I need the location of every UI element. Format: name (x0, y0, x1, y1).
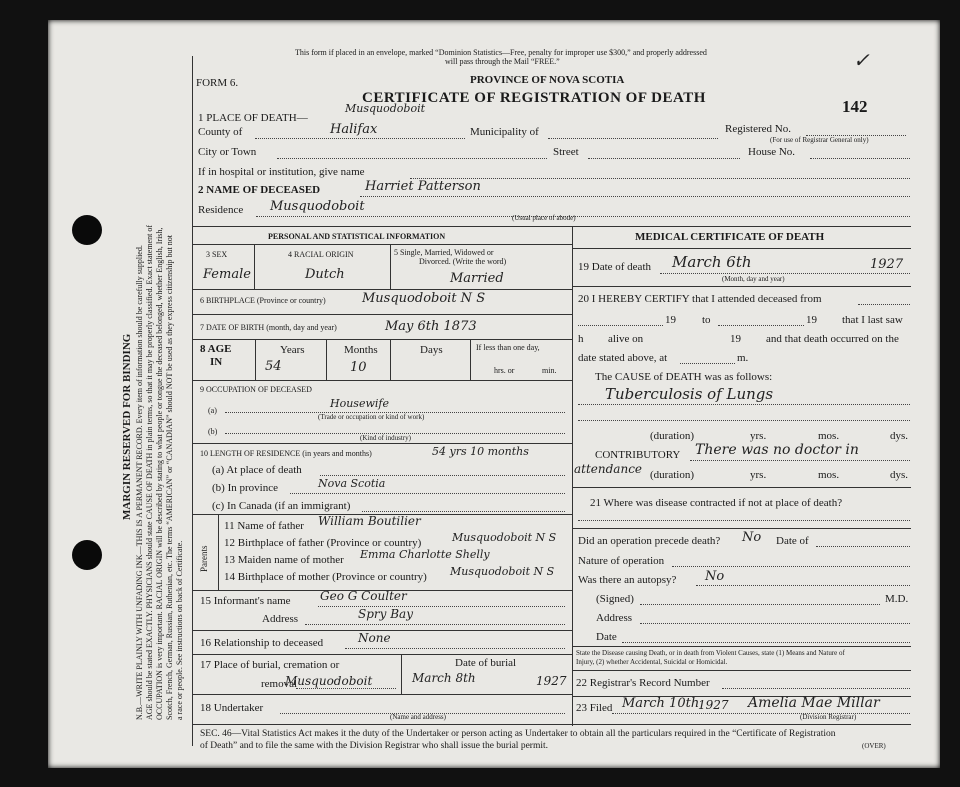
nature-label: Nature of operation (578, 555, 665, 567)
house-line (810, 158, 910, 159)
contributory-value-2: attendance (574, 462, 643, 476)
undertaker-label: 18 Undertaker (200, 702, 264, 714)
city-line (277, 158, 547, 159)
medical-header: MEDICAL CERTIFICATE OF DEATH (635, 231, 825, 243)
signed-line (640, 604, 880, 605)
mother-name-label: 13 Maiden name of mother (224, 554, 344, 566)
personal-header: PERSONAL AND STATISTICAL INFORMATION (268, 232, 446, 241)
residence-length-label: 10 LENGTH OF RESIDENCE (in years and months) (200, 449, 372, 458)
signed-label: (Signed) (596, 593, 634, 605)
dob-label: 7 DATE OF BIRTH (month, day and year) (200, 323, 337, 332)
father-birthplace-value: Musquodoboit N S (452, 531, 557, 544)
years-value: 54 (265, 359, 282, 374)
place-of-death-value: Musquodoboit (345, 102, 426, 115)
hrs-label: hrs. or (494, 366, 515, 375)
margin-note-5: a race or people. See instructions on back of Certificate. (175, 540, 184, 720)
mos-label-1: mos. (818, 430, 840, 442)
municipality-label: Municipality of (470, 126, 539, 138)
birthplace-value: Musquodoboit N S (362, 291, 486, 306)
date-of-death-value: March 6th (672, 253, 752, 271)
municipality-line (548, 138, 718, 139)
column-divider (572, 226, 573, 726)
footer-line-1: SEC. 46—Vital Statistics Act makes it the duty of the Undertaker or person acting as Undertaker to obtain all the particulars required in the “Certificate of Registration (200, 729, 836, 739)
row-rule-2 (193, 314, 572, 315)
burial-year: 1927 (536, 674, 567, 688)
operation-date-label: Date of (776, 535, 809, 547)
medical-rule-3 (572, 528, 911, 529)
burial-line (296, 688, 396, 689)
date-of-death-year: 1927 (870, 257, 904, 272)
street-label: Street (553, 146, 579, 158)
informant-label: 15 Informant's name (200, 595, 291, 607)
filed-year: 1927 (698, 698, 729, 712)
parents-divider (218, 514, 219, 590)
registered-no-label: Registered No. (725, 123, 791, 135)
record-number-line (722, 688, 910, 689)
table-top-rule (193, 226, 911, 227)
nineteen-b: 19 (806, 314, 817, 326)
operation-label: Did an operation precede death? (578, 535, 721, 547)
relationship-value: None (358, 631, 391, 645)
filed-label: 23 Filed (576, 702, 613, 714)
residence-label: Residence (198, 204, 244, 216)
dob-value: May 6th 1873 (385, 319, 477, 334)
burial-place-value: Musquodoboit (285, 674, 373, 688)
hospital-label: If in hospital or institution, give name (198, 166, 365, 178)
page-title: CERTIFICATE OF REGISTRATION OF DEATH (362, 90, 706, 106)
contracted-label: 21 Where was disease contracted if not at place of death? (590, 497, 843, 509)
yrs-label-2: yrs. (750, 469, 767, 481)
city-label: City or Town (198, 146, 257, 158)
division-registrar-note: (Division Registrar) (800, 713, 857, 721)
row-rule-3 (193, 339, 572, 340)
months-label: Months (344, 344, 378, 356)
margin-binding-label: MARGIN RESERVED FOR BINDING (121, 333, 133, 520)
at-place-label: (a) At place of death (212, 464, 302, 476)
nature-line (672, 566, 910, 567)
date-of-death-line (660, 273, 910, 274)
race-label: 4 RACIAL ORIGIN (288, 250, 354, 259)
duration-label-2: (duration) (650, 469, 694, 481)
nineteen-c: 19 (730, 333, 741, 345)
occupation-a: (a) (208, 406, 217, 415)
footer-over: (OVER) (862, 742, 886, 750)
record-number-label: 22 Registrar's Record Number (576, 677, 710, 689)
binding-hole-bottom (72, 540, 102, 570)
burial-label-1: 17 Place of burial, cremation or (200, 659, 340, 671)
medical-address-label: Address (596, 612, 633, 624)
contributory-label: CONTRIBUTORY (595, 449, 681, 461)
medical-date-line (622, 642, 910, 643)
state-note-1: State the Disease causing Death, or in death from Violent Causes, state (1) Means and Nature of (576, 649, 845, 657)
footer-line-2: of Death” and to file the same with the Division Registrar who shall issue the burial permit. (200, 741, 548, 751)
parents-label: Parents (199, 545, 209, 572)
duration-label-1: (duration) (650, 430, 694, 442)
sex-label: 3 SEX (206, 250, 228, 259)
marital-label-2: Divorced. (Write the word) (419, 257, 507, 266)
age-div-1 (255, 339, 256, 380)
occupation-a-value: Housewife (330, 397, 389, 410)
state-note-2: Injury, (2) whether Accidental, Suicidal or Homicidal. (576, 658, 728, 666)
envelope-notice-2: will pass through the Mail “FREE.” (445, 57, 560, 66)
certify-line (858, 304, 910, 305)
filed-line (612, 713, 910, 714)
birthplace-label: 6 BIRTHPLACE (Province or country) (200, 296, 326, 305)
in-province-line (290, 493, 565, 494)
in-province-value: Nova Scotia (318, 477, 386, 490)
house-no-label: House No. (748, 146, 796, 158)
deceased-name-label: 2 NAME OF DECEASED (198, 184, 321, 196)
medical-address-line (640, 623, 910, 624)
mother-birthplace-label: 14 Birthplace of mother (Province or country) (224, 571, 427, 583)
autopsy-line (696, 585, 910, 586)
personal-header-rule (193, 244, 572, 245)
h-label: h (578, 333, 584, 345)
father-name-value: William Boutilier (318, 514, 421, 528)
death-occurred-label: and that death occurred on the (766, 333, 899, 345)
burial-divider (401, 654, 402, 694)
nineteen-a: 19 (665, 314, 676, 326)
cause-value: Tuberculosis of Lungs (605, 385, 774, 403)
dys-label-2: dys. (890, 469, 909, 481)
md-label: M.D. (885, 593, 909, 605)
row-rule-10 (193, 694, 572, 695)
medical-rule-1 (572, 286, 911, 287)
form-number: FORM 6. (196, 77, 239, 89)
margin-note-2: AGE should be stated EXACTLY. PHYSICIANS should state CAUSE OF DEATH in plain terms, so that it may be properly classified. Exact statement of (145, 225, 154, 720)
informant-value: Geo G Coulter (320, 589, 407, 603)
operation-value: No (742, 530, 762, 545)
min-label: min. (542, 366, 557, 375)
to-label: to (702, 314, 711, 326)
undertaker-note: (Name and address) (390, 713, 446, 721)
occupation-b: (b) (208, 427, 218, 436)
age-div-3 (390, 339, 391, 380)
registrar-note: (For use of Registrar General only) (770, 136, 869, 144)
binding-hole-top (72, 215, 102, 245)
residence-note: (Usual place of abode) (512, 214, 576, 222)
margin-note-1: N.B.—WRITE PLAINLY WITH UNFADING INK—THIS IS A PERMANENT RECORD. Every item of information should be carefully supplied. (135, 245, 144, 720)
stamp-number: 142 (842, 97, 868, 116)
alive-on-label: alive on (608, 333, 644, 345)
province-heading: PROVINCE OF NOVA SCOTIA (470, 74, 625, 86)
informant-address-value: Spry Bay (358, 607, 413, 621)
date-stated-label: date stated above, at (578, 352, 668, 364)
relationship-label: 16 Relationship to deceased (200, 637, 324, 649)
yrs-label-1: yrs. (750, 430, 767, 442)
margin-rule (192, 56, 193, 746)
name-line (360, 196, 910, 197)
in-canada-label: (c) In Canada (if an immigrant) (212, 500, 351, 512)
burial-label-2: removal (261, 678, 298, 690)
contracted-line (578, 520, 910, 521)
age-in-label: IN (210, 356, 223, 368)
medical-rule-5 (572, 670, 911, 671)
marital-label-1: 5 Single, Married, Widowed or (394, 248, 494, 257)
to-line (718, 325, 804, 326)
informant-address-label: Address (262, 613, 299, 625)
age-div-4 (470, 339, 471, 380)
occupation-a-note: (Trade or occupation or kind of work) (318, 413, 425, 421)
mos-label-2: mos. (818, 469, 840, 481)
margin-note-4: Scotch, French, German, Russian, Ruthenian, etc. The terms “AMERICAN” or “CANADIAN” should NOT be used as they express citizenship but not (165, 235, 174, 720)
days-label: Days (420, 344, 443, 356)
informant-address-line (305, 624, 565, 625)
burial-date-value: March 8th (412, 671, 476, 685)
sex-value: Female (203, 267, 251, 282)
father-name-label: 11 Name of father (224, 520, 304, 532)
check-mark: ✓ (853, 48, 870, 72)
burial-date-label: Date of burial (455, 657, 517, 669)
at-place-line (320, 475, 565, 476)
sex-divider (254, 244, 255, 289)
county-value: Halifax (330, 122, 378, 137)
mother-birthplace-value: Musquodoboit N S (450, 565, 555, 578)
margin-note-3: OCCUPATION is very important. RACIAL ORIGIN will be described by stating to what people or tongue the deceased belonged, whether English, Irish, (155, 227, 164, 720)
deceased-name-value: Harriet Patterson (365, 179, 481, 194)
cause-label: The CAUSE of DEATH was as follows: (595, 371, 773, 383)
father-birthplace-label: 12 Birthplace of father (Province or country) (224, 537, 422, 549)
months-value: 10 (350, 360, 367, 375)
hospital-line (410, 178, 910, 179)
autopsy-label: Was there an autopsy? (578, 574, 677, 586)
occupation-b-note: (Kind of industry) (360, 434, 411, 442)
from-line (578, 325, 663, 326)
residence-value: Musquodoboit (270, 199, 365, 214)
date-of-death-label: 19 Date of death (578, 261, 651, 273)
informant-line (318, 606, 565, 607)
medical-date-label: Date (596, 631, 617, 643)
in-canada-line (362, 511, 565, 512)
mother-name-value: Emma Charlotte Shelly (360, 548, 490, 561)
date-stated-line (680, 363, 735, 364)
table-bottom-rule (193, 724, 911, 725)
m-label: m. (737, 352, 749, 364)
row-rule-9 (193, 654, 572, 655)
age-label: 8 AGE (200, 343, 232, 355)
street-line (588, 158, 740, 159)
last-saw-label: that I last saw (842, 314, 903, 326)
date-of-death-note: (Month, day and year) (722, 275, 785, 283)
marital-value: Married (450, 271, 504, 286)
age-div-2 (326, 339, 327, 380)
medical-rule-2 (572, 487, 911, 488)
row-rule-5 (193, 443, 572, 444)
registrar-signature: Amelia Mae Millar (748, 695, 880, 711)
residence-line (256, 216, 910, 217)
medical-rule-4 (572, 646, 911, 647)
filed-value: March 10th (622, 696, 700, 711)
county-line (255, 138, 465, 139)
medical-header-rule (572, 248, 911, 249)
contributory-line (690, 460, 910, 461)
operation-date-line (816, 546, 910, 547)
in-province-label: (b) In province (212, 482, 278, 494)
envelope-notice-1: This form if placed in an envelope, marked “Dominion Statistics—Free, penalty for improper use $300,” and properly addressed (295, 48, 707, 57)
row-rule-4 (193, 380, 572, 381)
certify-label: 20 I HEREBY CERTIFY that I attended deceased from (578, 293, 822, 305)
race-divider (390, 244, 391, 289)
relationship-line (345, 648, 565, 649)
row-rule-1 (193, 289, 572, 290)
occupation-label: 9 OCCUPATION OF DECEASED (200, 385, 312, 394)
cause-line-2 (578, 420, 910, 421)
place-of-death-label: 1 PLACE OF DEATH— (198, 112, 308, 124)
dys-label-1: dys. (890, 430, 909, 442)
years-label: Years (280, 344, 305, 356)
less-than-day-label: If less than one day, (476, 343, 540, 352)
autopsy-value: No (705, 569, 725, 584)
race-value: Dutch (305, 267, 345, 282)
cause-line (578, 404, 910, 405)
county-label: County of (198, 126, 243, 138)
residence-length-value: 54 yrs 10 months (432, 445, 529, 458)
contributory-value: There was no doctor in (695, 442, 859, 458)
